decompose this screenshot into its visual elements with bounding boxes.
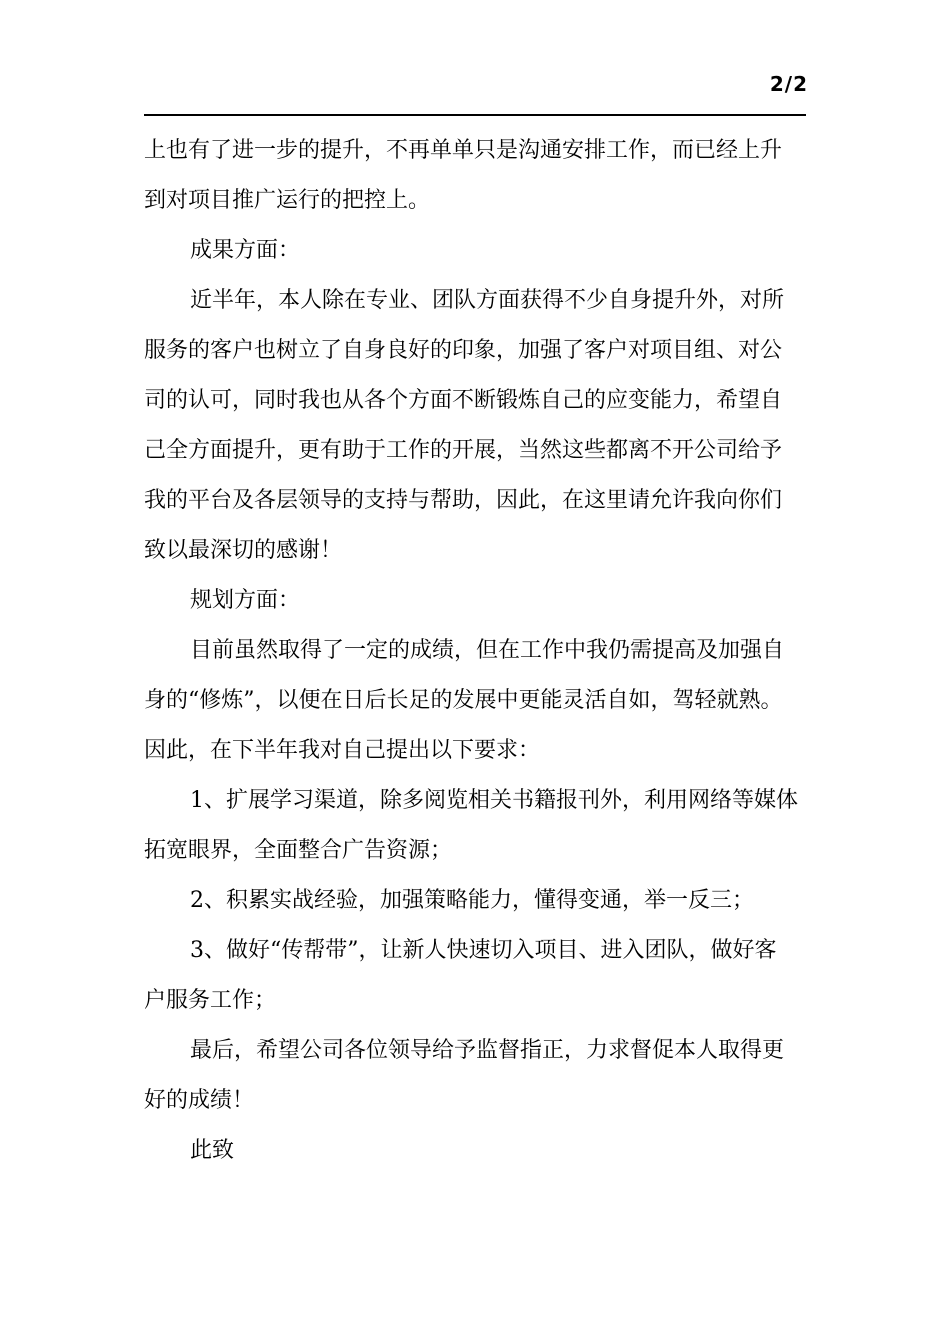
- text-line: 好的成绩！: [144, 1088, 255, 1113]
- text-line: 上也有了进一步的提升，不再单单只是沟通安排工作，而已经上升: [144, 138, 783, 163]
- text-line: 户服务工作；: [144, 988, 277, 1013]
- document-body: [144, 126, 806, 1176]
- text-line: 身的“修炼”，以便在日后长足的发展中更能灵活自如，驾轻就熟。: [144, 688, 783, 713]
- text-line: 到对项目推广运行的把控上。: [144, 188, 431, 213]
- text-line: 服务的客户也树立了自身良好的印象，加强了客户对项目组、对公: [144, 338, 783, 363]
- text-line: 司的认可，同时我也从各个方面不断锻炼自己的应变能力，希望自: [144, 388, 783, 413]
- text-line: 2、积累实战经验，加强策略能力，懂得变通，举一反三；: [190, 888, 754, 913]
- text-line: 成果方面：: [190, 238, 301, 263]
- text-line: 此致: [190, 1138, 235, 1163]
- text-line: 规划方面：: [190, 588, 301, 613]
- text-line: 1、扩展学习渠道，除多阅览相关书籍报刊外，利用网络等媒体: [190, 788, 798, 813]
- header-divider: [144, 114, 806, 116]
- text-line: 拓宽眼界，全面整合广告资源；: [144, 838, 453, 863]
- text-line: 3、做好“传帮带”，让新人快速切入项目、进入团队，做好客: [190, 938, 777, 963]
- text-line: 目前虽然取得了一定的成绩，但在工作中我仍需提高及加强自: [190, 638, 785, 663]
- text-line: 因此，在下半年我对自己提出以下要求：: [144, 738, 541, 763]
- text-line: 近半年，本人除在专业、团队方面获得不少自身提升外，对所: [190, 288, 785, 313]
- text-line: 己全方面提升，更有助于工作的开展，当然这些都离不开公司给予: [144, 438, 783, 463]
- text-line: 致以最深切的感谢！: [144, 538, 343, 563]
- text-line: 我的平台及各层领导的支持与帮助，因此，在这里请允许我向你们: [144, 488, 783, 513]
- text-line: 最后，希望公司各位领导给予监督指正，力求督促本人取得更: [190, 1038, 785, 1063]
- page-number: 2/2: [769, 72, 808, 96]
